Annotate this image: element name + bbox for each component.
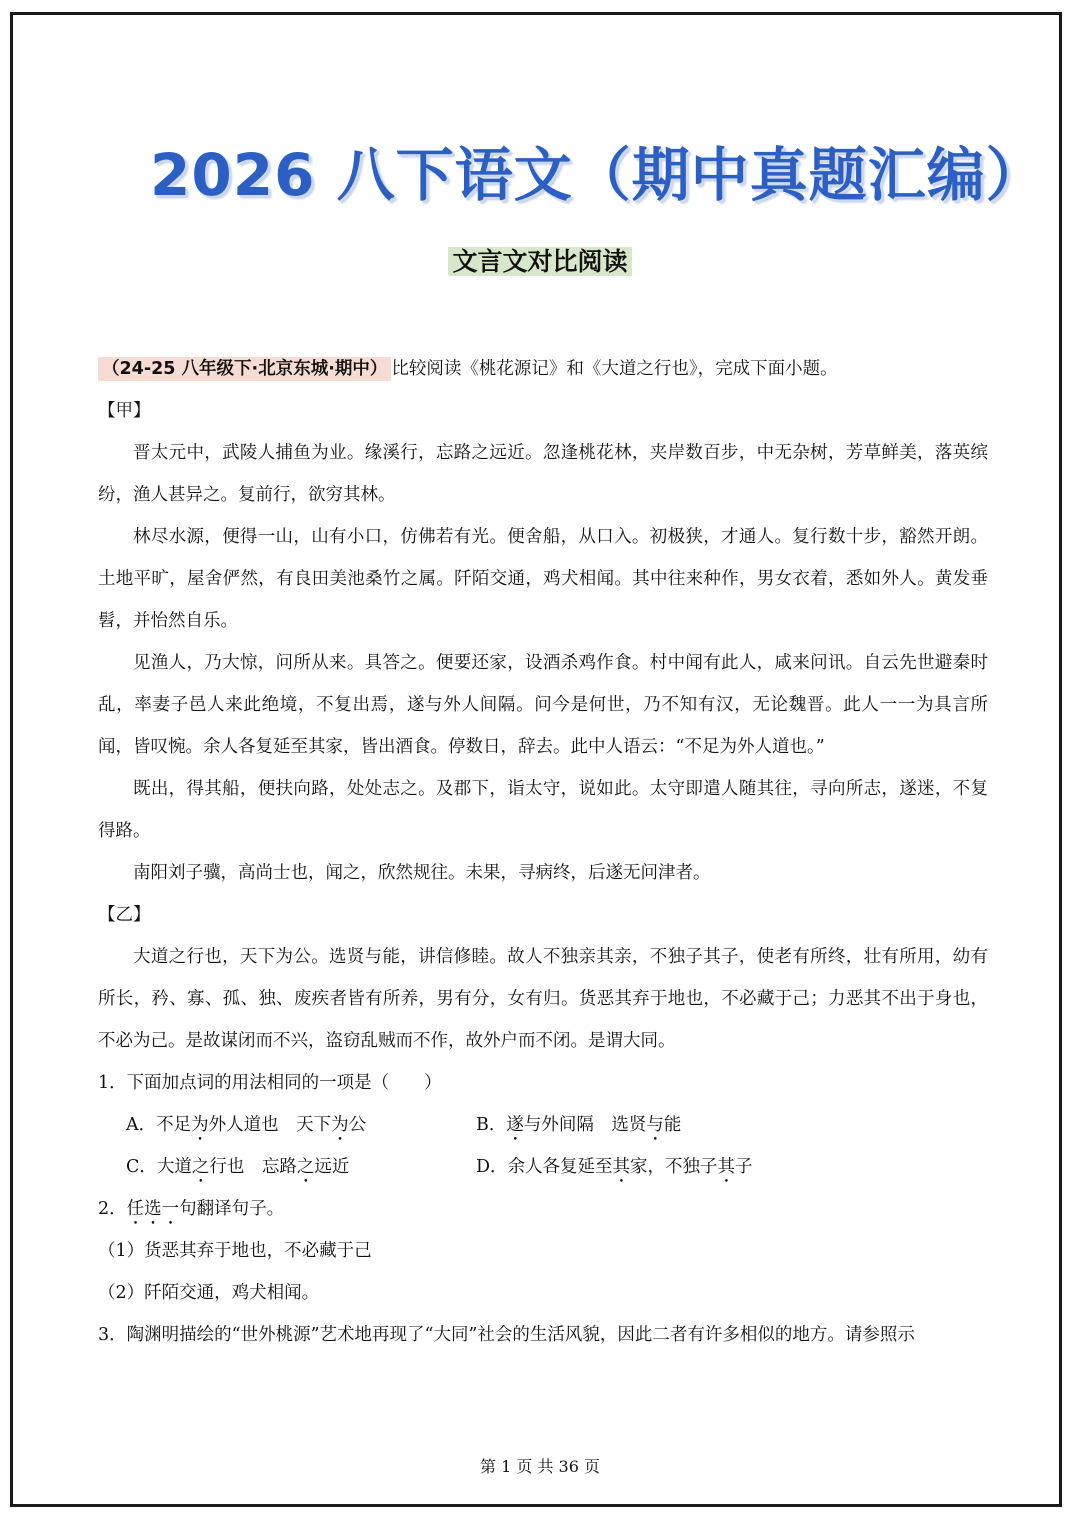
passage-yi-paragraph: 大道之行也，天下为公。选贤与能，讲信修睦。故人不独亲其亲，不独子其子，使老有所终，壮有所用，幼有所长，矜、寡、孤、独、废疾者皆有所养，男有分，女有归。货恶其弃于地也，不必藏于己；力恶其不出于身也，不必为己。是故谋闭而不兴，盗窃乱贼而不作，故外户而不闭。是谓大同。 xyxy=(98,947,988,1051)
intro-line xyxy=(98,348,988,390)
section-title-text: 文言文对比阅读 xyxy=(448,247,631,276)
passage-yi-label: 【乙】 xyxy=(98,905,151,925)
passage-jia-paragraph: 见渔人，乃大惊，问所从来。具答之。便要还家，设酒杀鸡作食。村中闻有此人，咸来问讯。自云先世避秦时乱，率妻子邑人来此绝境，不复出焉，遂与外人间隔。问今是何世，乃不知有汉，无论魏晋。此人一一为具言所闻，皆叹惋。余人各复延至其家，皆出酒食。停数日，辞去。此中人语云：“不足为外人道也。” xyxy=(98,653,988,757)
content xyxy=(98,348,988,1356)
question-2-stem: 2．任选一句翻译句子。 xyxy=(98,1199,285,1219)
question-1-stem: 1．下面加点词的用法相同的一项是（ ） xyxy=(98,1073,442,1093)
question-2-item: （1）货恶其弃于地也，不必藏于己 xyxy=(98,1241,372,1261)
question-1-options xyxy=(98,1104,988,1188)
passage-jia-paragraph: 既出，得其船，便扶向路，处处志之。及郡下，诣太守，说如此。太守即遣人随其往，寻向所志，遂迷，不复得路。 xyxy=(98,779,988,841)
question-2-item: （2）阡陌交通，鸡犬相闻。 xyxy=(98,1283,320,1303)
option-c: C．大道之行也 忘路之远近 xyxy=(126,1157,350,1177)
intro-text: 比较阅读《桃花源记》和《大道之行也》，完成下面小题。 xyxy=(391,359,838,379)
option-a: A．不足为外人道也 天下为公 xyxy=(126,1115,367,1135)
question-3-stem: 3．陶渊明描绘的“世外桃源”艺术地再现了“大同”社会的生活风貌，因此二者有许多相似的地方。请参照示 xyxy=(98,1325,915,1345)
page-footer: 第 1 页 共 36 页 xyxy=(480,1457,600,1476)
section-title xyxy=(0,242,1080,278)
option-b: B．遂与外间隔 选贤与能 xyxy=(476,1115,682,1135)
passage-jia-label: 【甲】 xyxy=(98,401,151,421)
passage-jia-paragraph: 林尽水源，便得一山，山有小口，仿佛若有光。便舍船，从口入。初极狭，才通人。复行数十步，豁然开朗。土地平旷，屋舍俨然，有良田美池桑竹之属。阡陌交通，鸡犬相闻。其中往来种作，男女衣着，悉如外人。黄发垂髫，并怡然自乐。 xyxy=(98,527,988,631)
source-tag: （24-25 八年级下·北京东城·期中） xyxy=(98,357,391,381)
passage-jia-paragraph: 晋太元中，武陵人捕鱼为业。缘溪行，忘路之远近。忽逢桃花林，夹岸数百步，中无杂树，芳草鲜美，落英缤纷，渔人甚异之。复前行，欲穷其林。 xyxy=(98,443,988,505)
main-title: 2026 八下语文（期中真题汇编） xyxy=(150,141,1045,209)
option-d: D．余人各复延至其家，不独子其子 xyxy=(476,1157,753,1177)
passage-jia-paragraph: 南阳刘子骥，高尚士也，闻之，欣然规往。未果，寻病终，后遂无问津者。 xyxy=(133,863,711,883)
